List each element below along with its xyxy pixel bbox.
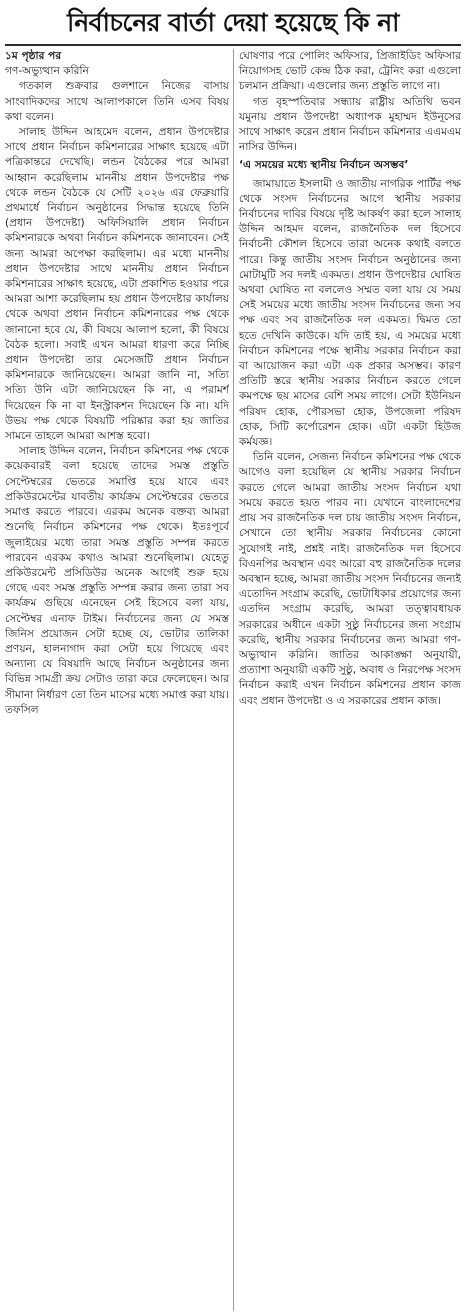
paragraph: গণ-অভ্যুত্থান করিনি: [5, 65, 89, 78]
paragraph: গতকাল শুক্রবার গুলশানে নিজের বাসায় সাংবাদিকদের সাথে আলাপকালে তিনি এসব বিষয় কথা বলেন।: [5, 80, 229, 123]
paragraph: জামায়াতে ইসলামী ও জাতীয় নাগরিক পার্টির পক্ষ থেকে সংসদ নির্বাচনের আগে স্থানীয় সরকার নির্বাচনের দাবির বিষয়ে দৃষ্টি আকর্ষণ করা হলে সালাহ উদ্দিন আহমদ বলেন, রাজনৈতিক দল হিসেবে নির্বাচনী কৌশল হিসেবে তারা অনেক কথাই বলতে পারে। কিন্তু জাতীয় সংসদ নির্বাচন অনুষ্ঠানের জন্য মোটামুটি সব দলই একমত। প্রধান উপদেষ্টার ঘোষিত অথবা ঘোষিত না বললেও সম্মত বলা যায় যে সময় সেই সময়ের মধ্যে জাতীয় সংসদ নির্বাচনের জন্য সব পক্ষ এবং সব রাজনৈতিক দল একমত। দ্বিমত তো হতে দেখিনি কাউকে। যদি তাই হয়, এ সময়ের মধ্যে নির্বাচন কমিশনের পক্ষে স্থানীয় সরকার নির্বাচন করা বা আয়োজন করা এটা এক প্রকার অসম্ভব। কারণ প্রতিটি স্তরে স্থানীয় সরকার নির্বাচন করতে গেলে কমপক্ষে ছয় মাসের বেশি সময় লাগে। সেটা ইউনিয়ন পরিষদ হোক, পৌরসভা হোক, উপজেলা পরিষদ হোক, সিটি কর্পোরেশন হোক। এটা একটা হিউজ কর্মযজ্ঞ।: [239, 177, 461, 449]
headline-bar: [5, 4, 461, 46]
paragraph: তিনি বলেন, সেজন্য নির্বাচন কমিশনের পক্ষ থেকে আগেও বলা হয়েছিল যে স্থানীয় সরকার নির্বাচন করতে গেলে আমরা জাতীয় সংসদ নির্বাচন যথা সময়ে করতে হয়ত পারব না। যেখানে বাংলাদেশের প্রায় সব রাজনৈতিক দল চায় জাতীয় সংসদ নির্বাচন, সেখানে তো স্থানীয় সরকার নির্বাচনের কোনো সুযোগই নাই, প্রশ্নই নাই। রাজনৈতিক দল হিসেবে বিএনপির অবস্থান এবং আরো বহু রাজনৈতিক দলের অবস্থান হচ্ছে, আমরা জাতীয় সংসদ নির্বাচনের জন্যই এতোদিন সংগ্রাম করেছি, ভোটাধিকার প্রয়োগের জন্য এতদিন সংগ্রাম করেছি, আমরা তত্ত্বাবধায়ক সরকারের অধীনে একটা সুষ্ঠু নির্বাচনের জন্য সংগ্রাম করেছি, স্থানীয় সরকার নির্বাচনের জন্য আমরা গণ-অভ্যুত্থান করিনি। জাতির আকাঙ্ক্ষা অনুযায়ী, প্রত্যাশা অনুযায়ী একটি সুষ্ঠু, অবাধ ও নিরপেক্ষ সংসদ নির্বাচন করাই এখন নির্বাচন কমিশনের প্রধান কাজ এবং প্রধান উপদেষ্টা ও এ সরকারের প্রধান কাজ।: [239, 451, 461, 707]
headline: নির্বাচনের বার্তা দেয়া হয়েছে কি না: [67, 7, 399, 37]
continued-from-label: ১ম পৃষ্ঠার পর: [5, 50, 62, 62]
paragraph: গত বৃহস্পতিবার সন্ধ্যায় রাষ্ট্রীয় অতিথি ভবন যমুনায় প্রধান উপদেষ্টা অধ্যাপক মুহাম্মদ ইউনূসের সাথে সাক্ষাৎ করেন প্রধান নির্বাচন কমিশনার এএমএম নাসির উদ্দিন।: [239, 95, 461, 154]
paragraph: ঘোষণার পরে পোলিং অফিসার, প্রিজাইডিং অফিসার নিয়োগসহ ভোট কেন্দ্র ঠিক করা, ট্রেনিং করা এগুলো চলমান প্রক্রিয়া। এগুলোর জন্য প্রস্তুতি লাগে না।: [239, 50, 461, 93]
paragraph: সালাহ উদ্দিন বলেন, নির্বাচন কমিশনের পক্ষ থেকে কয়েকবারই বলা হয়েছে তাদের সমস্ত প্রস্তুতি সেপ্টেম্বরের ভেতরে সমাপ্তি হয়ে যাবে এবং প্রকিউরমেন্টের যাবতীয় কার্যক্রম সেপ্টেম্বরের ভেতরে সমাপ্ত করতে পারবে। এরকম অনেক বক্তব্য আমরা শুনেছি নির্বাচন কমিশনের পক্ষ থেকে। ইতঃপূর্বে জুলাইয়ের মধ্যে তারা সমস্ত প্রস্তুতি সম্পন্ন করতে পারবেন এরকম কথাও আমরা শুনেছিলাম। যেহেতু প্রকিউরমেন্ট প্রসিডিউর অনেক আগেই শুরু হয়ে গেছে এবং সমস্ত প্রস্তুতি সম্পন্ন করার জন্য তারা সব কার্যক্রম গুছিয়ে এনেছেন সেই হিসেবে বলা যায়, সেপ্টেম্বর এনাফ টাইম। নির্বাচনের জন্য যে সমস্ত জিনিস প্রয়োজন সেটা হচ্ছে যে, ভোটার তালিকা প্রণয়ন, হালনাগাদ করা সেটা হয়ে গিয়েছে এবং অন্যান্য যে বিষয়াদি আছে নির্বাচন অনুষ্ঠানের জন্য বিভিন্ন সামগ্রী ক্রয় সেটাও তারা করে ফেলেছেন। আর সীমানা নির্ধারণ তো তিন মাসের মধ্যে সমাপ্ত করা যায়। তফসিল: [5, 445, 229, 716]
subheading: ‘এ সময়ের মধ্যে স্থানীয় নির্বাচন অসম্ভব’: [239, 159, 409, 172]
right-column: [237, 49, 461, 1311]
left-column: [5, 49, 229, 1311]
article-columns: [5, 49, 461, 1311]
paragraph: সালাহ উদ্দিন আহমেদ বলেন, প্রধান উপদেষ্টার সাথে প্রধান নির্বাচন কমিশনারের সাক্ষাৎ হয়েছে এটা পত্রিকান্তরে দেখেছি। লন্ডন বৈঠকের পরে আমরা আহ্বান করেছিলাম মাননীয় প্রধান উপদেষ্টার পক্ষ থেকে লন্ডন বৈঠকে যে সেটি ২০২৬ এর ফেব্রুয়ারি প্রথমার্ধে নির্বাচন অনুষ্ঠানের সিদ্ধান্ত হয়েছে তিনি (প্রধান উপদেষ্টা) অফিসিয়ালি প্রধান নির্বাচন কমিশনারকে অথবা নির্বাচন কমিশনকে জানাবেন। সেই জন্য আমরা অপেক্ষা করছিলাম। এর মধ্যে মাননীয় প্রধান উপদেষ্টার সাথে মাননীয় প্রধান নির্বাচন কমিশনারের সাক্ষাৎ হয়েছে, এটা প্রকাশিত হওয়ার পরে আমরা আশা করেছিলাম হয় প্রধান উপদেষ্টার কার্যালয় থেকে অথবা প্রধান নির্বাচন কমিশনারের পক্ষ থেকে জানানো হবে যে, কী বিষয়ে আলাপ হলো, কী বিষয়ে বৈঠক হলো। সবাই এখন আমরা ধারণা করে নিচ্ছি প্রধান উপদেষ্টা তার মেসেজটি প্রধান নির্বাচন কমিশনারকে জানিয়েছেন। আমরা জানি না, সত্যি সত্যি উনি এটা জানিয়েছেন কি না, এ পরামর্শ দিয়েছেন কি না বা ইনস্ট্রাকশন দিয়েছেন কি না। যদি উভয় পক্ষ থেকে বিষয়টি পরিষ্কার করা হয় জাতির সামনে তাহলে আমরা আশস্ত হবো।: [5, 126, 229, 443]
column-divider: [233, 49, 234, 1311]
